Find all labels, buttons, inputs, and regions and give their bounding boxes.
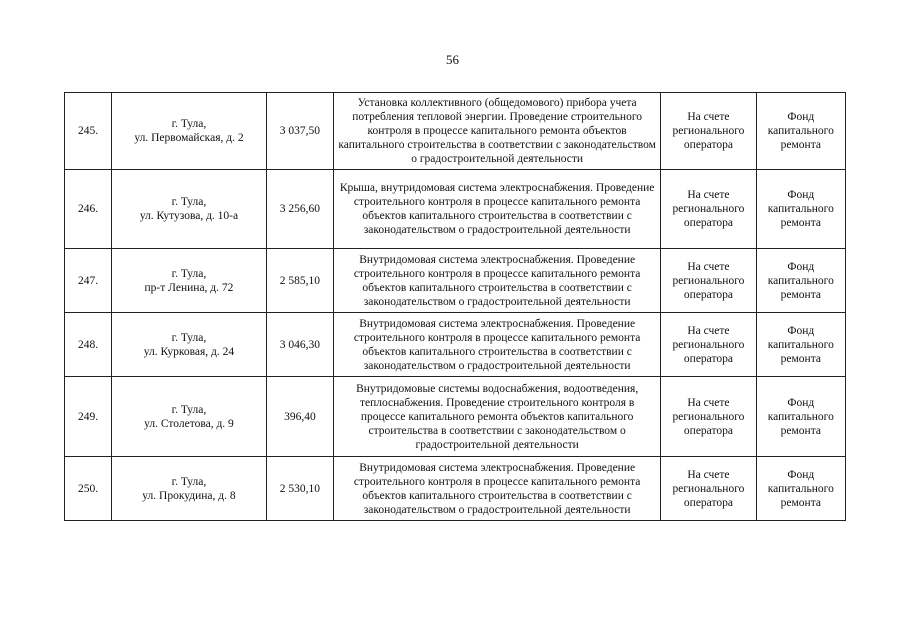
address-cell [112,457,267,521]
row-number: 249. [65,377,112,457]
address-city: г. Тула, [171,331,207,344]
address-city: г. Тула, [171,267,207,280]
row-number: 248. [65,313,112,377]
account-type: На счете регионального оператора [661,170,756,249]
address-cell [112,313,267,377]
row-number: 246. [65,170,112,249]
table-row [65,93,846,170]
work-description: Внутридомовая система электроснабжения. Проведение строительного контроля в процессе капитального ремонта объектов капитального строительства в соответствии с законодательством о градостроительной деятельности [334,249,661,313]
cost-cell: 2 585,10 [266,249,333,313]
address-city: г. Тула, [171,118,207,130]
row-number: 250. [65,457,112,521]
address-cell [112,249,267,313]
address-street: пр-т Ленина, д. 72 [144,281,234,294]
funding-source: Фонд капитального ремонта [756,249,845,313]
funding-source: Фонд капитального ремонта [756,377,845,457]
account-type: На счете регионального оператора [661,249,756,313]
address-city: г. Тула, [171,475,207,488]
work-description: Внутридомовая система электроснабжения. Проведение строительного контроля в процессе капитального ремонта объектов капитального строительства в соответствии с законодательством о градостроительной деятельности [334,313,661,377]
address-street: ул. Столетова, д. 9 [144,417,234,430]
work-description: Внутридомовая система электроснабжения. Проведение строительного контроля в процессе капитального ремонта объектов капитального строительства в соответствии с законодательством о градостроительной деятельности [334,457,661,521]
table-row [65,249,846,313]
work-description: Крыша, внутридомовая система электроснабжения. Проведение строительного контроля в процессе капитального ремонта объектов капитального строительства в соответствии с законодательством о градостроительной деятельности [334,170,661,249]
address-street: ул. Прокудина, д. 8 [142,489,236,502]
funding-source: Фонд капитального ремонта [756,313,845,377]
address-cell [112,93,267,170]
cost-cell: 2 530,10 [266,457,333,521]
cost-cell: 3 046,30 [266,313,333,377]
page-number: 56 [446,52,459,67]
cost-cell: 396,40 [266,377,333,457]
address-city: г. Тула, [171,403,207,416]
table-row [65,170,846,249]
table-row [65,313,846,377]
repair-program-table [64,92,846,521]
account-type: На счете регионального оператора [661,457,756,521]
account-type: На счете регионального оператора [661,93,756,170]
address-street: ул. Курковая, д. 24 [143,345,235,358]
work-description: Установка коллективного (общедомового) прибора учета потребления тепловой энергии. Проведение строительного контроля в процессе капитального ремонта объектов капитального строительства в соответствии с законодательством о градостроительной деятельности [334,93,661,170]
row-number: 245. [65,93,112,170]
row-number: 247. [65,249,112,313]
table-row [65,377,846,457]
cost-cell: 3 256,60 [266,170,333,249]
table-row [65,457,846,521]
address-street: ул. Кутузова, д. 10-а [139,210,239,222]
account-type: На счете регионального оператора [661,313,756,377]
work-description: Внутридомовые системы водоснабжения, водоотведения, теплоснабжения. Проведение строительного контроля в процессе капитального ремонта объектов капитального строительства в соответствии с законодательством о градостроительной деятельности [334,377,661,457]
account-type: На счете регионального оператора [661,377,756,457]
cost-cell: 3 037,50 [266,93,333,170]
address-street: ул. Первомайская, д. 2 [134,132,244,144]
address-city: г. Тула, [171,196,207,208]
funding-source: Фонд капитального ремонта [756,170,845,249]
address-cell [112,377,267,457]
address-cell [112,170,267,249]
funding-source: Фонд капитального ремонта [756,93,845,170]
funding-source: Фонд капитального ремонта [756,457,845,521]
